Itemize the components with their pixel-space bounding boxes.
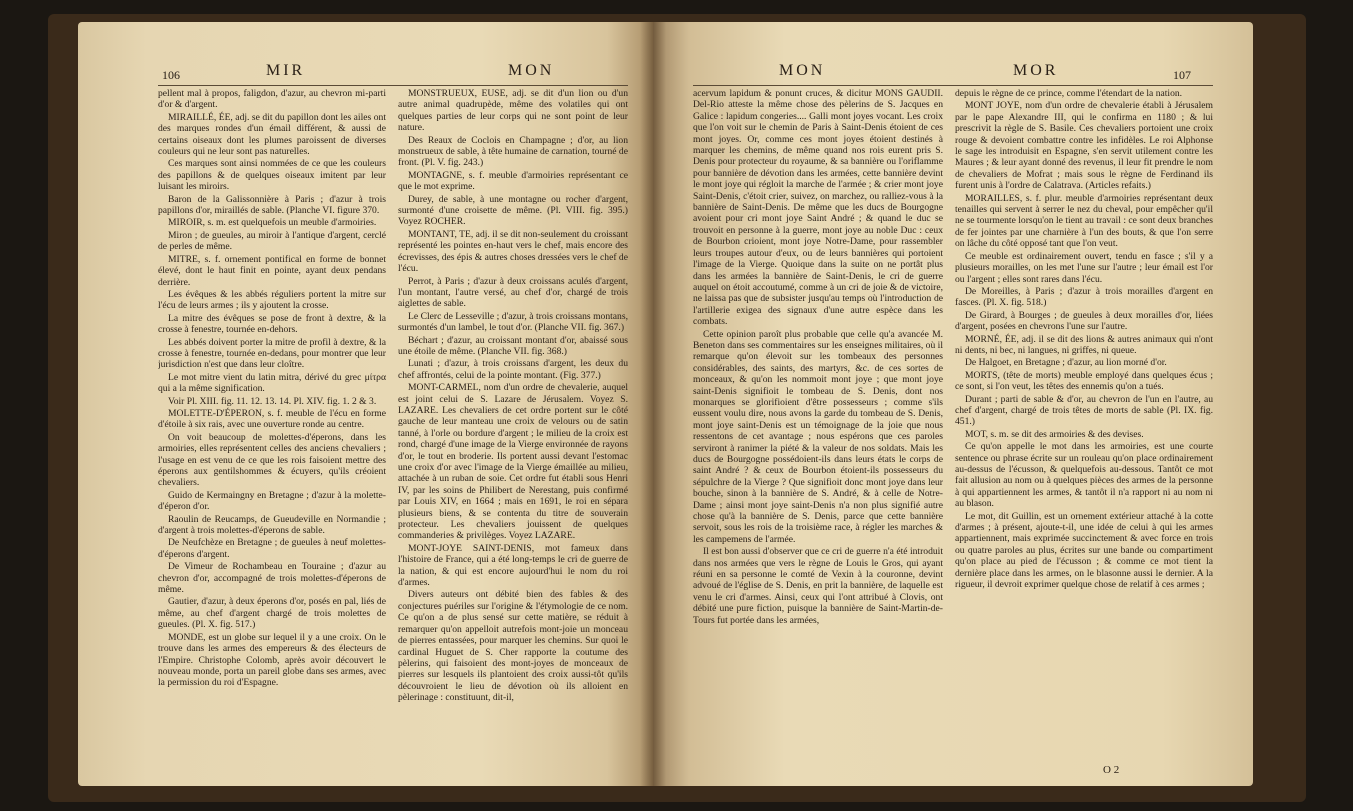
page-number: 106 <box>162 68 180 82</box>
text-paragraph: Les évêques & les abbés réguliers portent la mitre sur l'écu de leurs armes ; ils y ajoutent la crosse. <box>158 288 386 312</box>
text-paragraph: De Moreilles, à Paris ; d'azur à trois morailles d'argent en fasces. (Pl. X. fig. 518.) <box>955 285 1213 309</box>
running-head-left: MON <box>779 62 826 79</box>
text-paragraph: acervum lapidum & ponunt cruces, & dicitur MONS GAUDII. Del-Rio atteste la même chose des pèlerins de S. Jacques en Galice : lapidum congeries.... Galli mont joyes vocant. Les croix que l'on voit sur le chemin de Paris à Saint-Denis étoient de ces mont joyes. Or, comme ces mont joyes étoient destinés à marquer les chemins, de même quand nos rois eurent pris S. Denis pour protecteur du royaume, & sa bannière ou l'oriflamme pour bannière de dévotion dans les armées, cette bannière devint le mont joye qui régloit la marche de l'armée ; & crier mont joye Saint-Denis, c'étoit crier, suivez, on marchez, ou ralliez-vous à la bannière de Saint-Denis. De même que les ducs de Bourgogne avoient pour cri mont joye Saint André ; & quand le duc se trouvoit en personne à la guerre, mont joye au noble Duc : ceux de Bourbon crioient, mont joye Notre-Dame, pour rassembler leurs troupes autour d'eux, ou de leurs bannières qui portoient l'image de la Vierge. Quoique dans la suite on ne portât plus dans les armées la bannière de Saint-Denis, le cri de guerre auquel on étoit accoutumé, comme à un cri de joie & de victoire, ne laissa pas que de subsister jusqu'au temps où l'introduction de l'artillerie exigea des signaux d'une autre espèce dans les combats. <box>693 88 943 328</box>
text-paragraph: Des Reaux de Coclois en Champagne ; d'or, au lion monstrueux de sable, à tête humaine de carnation, tourné de front. (Pl. V. fig. 243.) <box>398 134 628 169</box>
text-paragraph: Ce meuble est ordinairement ouvert, tendu en fasce ; s'il y a plusieurs morailles, on les met l'une sur l'autre ; leur émail est l'or ou l'argent ; elles sont rares dans l'écu. <box>955 250 1213 285</box>
text-paragraph: Voir Pl. XIII. fig. 11. 12. 13. 14. Pl. XIV. fig. 1. 2 & 3. <box>168 395 377 407</box>
text-paragraph: Les abbés doivent porter la mitre de profil à dextre, & la crosse à fenestre, tournée en-dedans, pour montrer que leur jurisdiction n'est que dans leur cloître. <box>158 336 386 371</box>
text-paragraph: MORTS, (tête de morts) meuble employé dans quelques écus ; ce sont, si l'on veut, les têtes des ennemis qu'on a tués. <box>955 369 1213 393</box>
text-paragraph: Le mot, dit Guillin, est un ornement extérieur attaché à la cotte d'armes ; à présent, ajoute-t-il, une idée de celui à qui les armes appartiennent, mais exprimée succinctement & avec force en trois ou quatre paroles au plus, écrites sur une bande ou compartiment qu'on place au pied de l'écusson ; & comme ce mot tient la dernière place dans les armes, on le blasonne aussi le dernier. A la rigueur, il devroit exprimer quelque chose de relatif à ces armes ; <box>955 510 1213 591</box>
text-paragraph: De Vimeur de Rochambeau en Touraine ; d'azur au chevron d'or, accompagné de trois molettes-d'éperons de même. <box>158 561 386 596</box>
text-paragraph: Baron de la Galissonnière à Paris ; d'azur à trois papillons d'or, miraillés de sable. (Planche VI. figure 370. <box>158 193 386 217</box>
text-paragraph: Béchart ; d'azur, au croissant montant d'or, abaissé sous une étoile de même. (Planche VII. fig. 368.) <box>398 334 628 357</box>
text-paragraph: MOT, s. m. se dit des armoiries & des devises. <box>965 428 1144 440</box>
text-paragraph: Gautier, d'azur, à deux éperons d'or, posés en pal, liés de même, au chef d'argent chargé de trois molettes de gueules. (Pl. X. fig. 517.) <box>158 596 386 631</box>
text-paragraph: MORAILLES, s. f. plur. meuble d'armoiries représentant deux tenailles qui servent à serrer le nez du cheval, pour empêcher qu'il ne se tourmente lorsqu'on le tient au travail : ce sont deux branches de fer jointes par une charnière à l'un des bouts, & que l'on serre on lâche du côté opposé tant que l'on veut. <box>955 192 1213 250</box>
book-gutter <box>640 22 666 786</box>
text-paragraph: Le mot mitre vient du latin mitra, dérivé du grec μίτρα qui a la même signification. <box>158 371 386 395</box>
text-paragraph: Durant ; parti de sable & d'or, au chevron de l'un en l'autre, au chef d'argent, chargé de trois têtes de morts de sable (Pl. IX. fig. 451.) <box>955 393 1213 428</box>
text-paragraph: MONT-CARMEL, nom d'un ordre de chevalerie, auquel est joint celui de S. Lazare de Jérusalem. Voyez S. LAZARE. Les chevaliers de cet ordre portent sur le côté gauche de leur manteau une croix de velours ou de satin tanné, à l'orle ou bordure d'argent ; le milieu de la croix est rond, chargé d'une image de la Vierge environnée de rayons d'or, le tout en broderie. Ils portent aussi devant l'estomac une croix d'or avec l'image de la Vierge émaillée au milieu, attachée à un ruban de soie. Cet ordre fut établi sous Henri IV, par les soins de Philibert de Nerestang, puis confirmé par Louis XIV, en 1664 ; mais en 1691, le roi en sépara plusieurs biens, & se contenta du titre de souverain protecteur. Les chevaliers jouissent de quelques commanderies & privilèges. Voyez LAZARE. <box>398 382 628 542</box>
text-paragraph: Ce qu'on appelle le mot dans les armoiries, est une courte sentence ou phrase écrite sur un rouleau qu'on place ordinairement au-dessus de l'écusson, & quelquefois au-dessous. Tantôt ce mot fait allusion au nom ou à quelques pièces des armes de la personne à qui appartiennent les armes, & tantôt il n'a rapport ni au nom ni au blason. <box>955 441 1213 510</box>
text-paragraph: On voit beaucoup de molettes-d'éperons, dans les armoiries, elles représentent celles des anciens chevaliers ; l'usage en est venu de ce que les rois faisoient mettre des éperons aux gentilshommes & écuyers, qu'ils créoient chevaliers. <box>158 431 386 489</box>
text-paragraph: MONDE, est un globe sur lequel il y a une croix. On le trouve dans les armes des empereurs & des électeurs de l'Empire. Christophe Colomb, après avoir découvert le nouveau monde, porta un pareil globe dans ses armes, avec la permission du roi d'Espagne. <box>158 631 386 689</box>
text-paragraph: MOLETTE-D'ÉPERON, s. f. meuble de l'écu en forme d'étoile à six rais, avec une ouverture ronde au centre. <box>158 407 386 431</box>
text-paragraph: Cette opinion paroît plus probable que celle qu'a avancée M. Beneton dans ses commentaires sur les enseignes militaires, où il remarque qu'on élevoit sur les tombeaux des personnes considérables, des saints, des martyrs, &c. de ces sortes de monceaux, & qu'on les nommoit mont joye ; que mont joye saint-Denis signifioit le tombeau de S. Denis, dont nos monarques se glorifioient d'être possesseurs ; comme s'ils eussent voulu dire, nous avons la garde du tombeau de S. Denis, mont joye saint-Denis est un témoignage de la joie que nous ressentons de cet avantage ; nous espérons que ces paroles serviront à ranimer la piété & la valeur de nos soldats. Mais les ducs de Bourgogne possédoient-ils dans leurs états le corps de saint André ? & ceux de Bourbon étoient-ils possesseurs du sépulchre de la Vierge ? Que signifioit donc mont joye dans leur bouche, sinon à la bannière de S. André, & à celle de Notre-Dame ; ainsi mont joye saint-Denis n'a non plus signifié autre chose qu'à la bannière de S. Denis, parce que cette bannière servoit, sous les rois de la troisième race, à régler les marches & les campemens de l'armée. <box>693 328 943 545</box>
text-paragraph: MIROIR, s. m. est quelquefois un meuble d'armoiries. <box>168 217 377 229</box>
text-paragraph: Lunati ; d'azur, à trois croissans d'argent, les deux du chef affrontés, celui de la pointe montant. (Fig. 377.) <box>398 358 628 381</box>
text-paragraph: MONT-JOYE SAINT-DENIS, mot fameux dans l'histoire de France, qui a été long-temps le cri de guerre de la nation, & qui est encore aujourd'hui le nom du roi d'armes. <box>398 542 628 589</box>
text-paragraph: MONT JOYE, nom d'un ordre de chevalerie établi à Jérusalem par le pape Alexandre III, qui le confirma en 1180 ; & lui prescrivit la règle de S. Basile. Ces chevaliers portoient une croix rouge & devoient combattre contre les infidèles. Le roi Alphonse le sage les introduisit en Espagne, s'en servit utilement contre les Maures ; & leur ayant donné des revenus, il leur fit prendre le nom de chevaliers de Mofrat ; mais sous le règne de Ferdinand ils furent unis à l'ordre de Calatrava. (Articles refaits.) <box>955 100 1213 192</box>
running-head-left: MIR <box>266 62 306 79</box>
text-paragraph: pellent mal à propos, faligdon, d'azur, au chevron mi-parti d'or & d'argent. <box>158 88 386 111</box>
running-head-right: MOR <box>1013 62 1059 79</box>
text-paragraph: depuis le règne de ce prince, comme l'étendart de la nation. <box>955 88 1183 99</box>
left-column-b <box>398 88 628 778</box>
left-page <box>78 22 653 786</box>
text-paragraph: MIRAILLÉ, ÉE, adj. se dit du papillon dont les ailes ont des marques rondes d'un émail différent, & aussi de certains oiseaux dont les plumes paroissent de diverses couleurs qui ne leur sont pas naturelles. <box>158 111 386 158</box>
text-paragraph: Durey, de sable, à une montagne ou rocher d'argent, surmonté d'une croisette de même. (Pl. VIII. fig. 395.) Voyez ROCHER. <box>398 193 628 228</box>
text-paragraph: Il est bon aussi d'observer que ce cri de guerre n'a été introduit dans nos armées que vers le règne de Louis le Gros, qui ayant réuni en sa personne le comté de Vexin à la couronne, devint advoué de l'église de S. Denis, en prit la bannière, de laquelle est venu le cri d'armes. Ainsi, ceux qui l'ont attribué à Clovis, ont débité une pure fiction, puisque la bannière de Saint-Martin-de-Tours fut portée dans les armées, <box>693 546 943 626</box>
text-paragraph: Le Clerc de Lesseville ; d'azur, à trois croissans montans, surmontés d'un lambel, le tout d'or. (Planche VII. fig. 367.) <box>398 310 628 334</box>
text-paragraph: Ces marques sont ainsi nommées de ce que les couleurs des papillons & de quelques oiseaux imitent par leur luisant les miroirs. <box>158 158 386 193</box>
right-page <box>653 22 1253 786</box>
text-paragraph: De Girard, à Bourges ; de gueules à deux morailles d'or, liées d'argent, posées en chevrons l'une sur l'autre. <box>955 309 1213 333</box>
left-column-a <box>158 88 386 778</box>
page-number: 107 <box>1173 68 1191 82</box>
text-paragraph: MONTANT, TE, adj. il se dit non-seulement du croissant représenté les pointes en-haut vers le chef, mais encore des écrevisses, des épis & autres choses dressées vers le chef de l'écu. <box>398 228 628 275</box>
text-paragraph: La mitre des évêques se pose de front à dextre, & la crosse à fenestre, tournée en-dehors. <box>158 312 386 336</box>
text-paragraph: MONTAGNE, s. f. meuble d'armoiries représentant ce que le mot exprime. <box>398 169 628 193</box>
text-paragraph: Raoulin de Reucamps, de Gueudeville en Normandie ; d'argent à trois molettes-d'éperons de sable. <box>158 513 386 537</box>
signature-mark: O 2 <box>1103 764 1120 776</box>
running-head-right: MON <box>508 62 555 79</box>
text-paragraph: Guido de Kermaingny en Bretagne ; d'azur à la molette-d'éperon d'or. <box>158 489 386 513</box>
text-paragraph: Divers auteurs ont débité bien des fables & des conjectures puériles sur l'origine & l'étymologie de ce nom. Ce qu'on a de plus sensé sur cette matière, se réduit à remarquer qu'on appelloit autrefois mont-joie un monceau de pierres entassées, pour marquer les chemins. Sur quoi le cardinal Huguet de S. Cher rapporte la coutume des pèlerins, qui faisoient des mont-joyes de monceaux de pierres sur lesquels ils plantoient des croix aussi-tôt qu'ils découvroient le lieu de dévotion où ils alloient en pèlerinage : constituunt, dit-il, <box>398 589 628 704</box>
header-rule <box>158 85 628 86</box>
text-paragraph: De Neufchèze en Bretagne ; de gueules à neuf molettes-d'éperons d'argent. <box>158 537 386 560</box>
text-paragraph: De Halgoet, en Bretagne ; d'azur, au lion morné d'or. <box>965 357 1167 369</box>
text-paragraph: MITRE, s. f. ornement pontifical en forme de bonnet élevé, dont le haut finit en pointe, ayant deux pendans derrière. <box>158 253 386 288</box>
text-paragraph: Perrot, à Paris ; d'azur à deux croissans aculés d'argent, l'un montant, l'autre versé, au chef d'or, chargé de trois aiglettes de sable. <box>398 275 628 310</box>
text-paragraph: Miron ; de gueules, au miroir à l'antique d'argent, cerclé de perles de même. <box>158 229 386 253</box>
right-column-a <box>693 88 943 778</box>
text-paragraph: MORNÉ, ÉE, adj. il se dit des lions & autres animaux qui n'ont ni dents, ni bec, ni langues, ni griffes, ni queue. <box>955 333 1213 356</box>
text-paragraph: MONSTRUEUX, EUSE, adj. se dit d'un lion ou d'un autre animal quadrupède, même des volatiles qui ont quelques parties de leur corps qui ne sont point de leur nature. <box>398 88 628 134</box>
header-rule <box>693 85 1213 86</box>
right-column-b <box>955 88 1213 768</box>
